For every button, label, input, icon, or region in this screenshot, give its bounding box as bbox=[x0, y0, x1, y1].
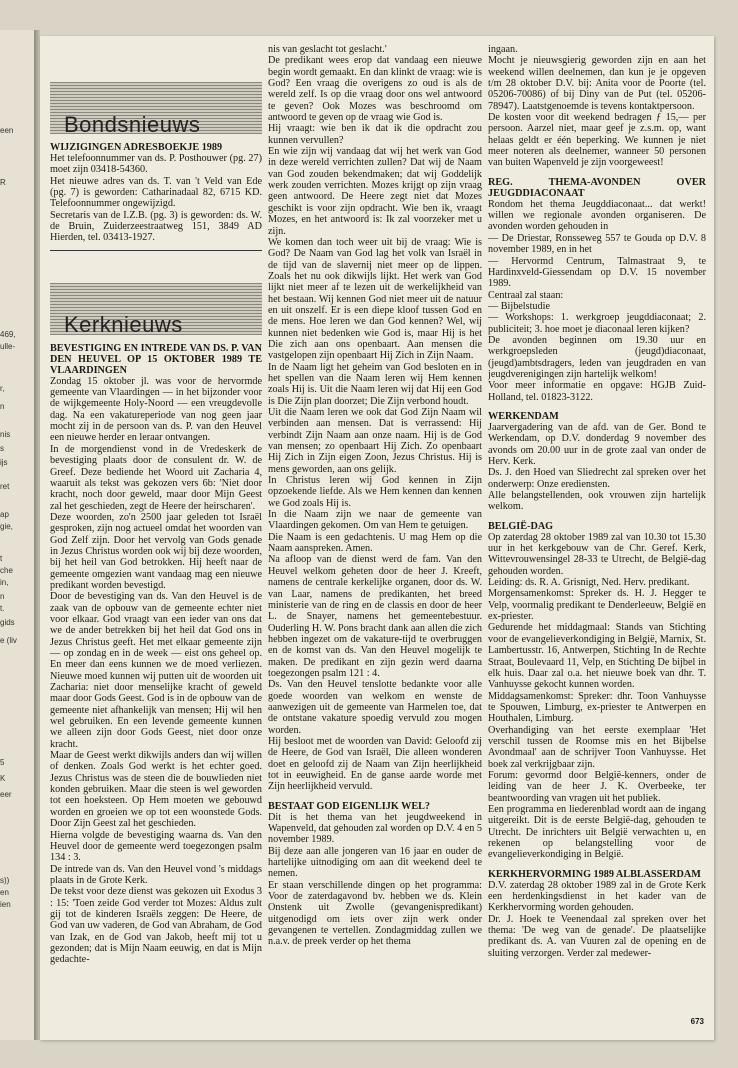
margin-fragment: che bbox=[0, 566, 13, 575]
paragraph: Dr. J. Hoek te Veenendaal zal spreken over het thema: 'De weg van de genade'. De plaatselijke predikant ds. A. van Vuuren zal de opening en de sluiting verzorgen. Verder zal medewer- bbox=[488, 913, 706, 959]
article-heading: WIJZIGINGEN ADRESBOEKJE 1989 bbox=[50, 142, 223, 153]
article-body bbox=[268, 44, 482, 793]
paragraph: De predikant wees erop dat vandaag een nieuwe begin wordt gemaakt. En dan klinkt de vraag: wie is God? Een vraag die overigens zo oud is als de wereld zelf. Is op die vraag door ons wel antwoord te geven? Ook Mozes was beschroomd om antwoord te geven op de vraag wie God is. bbox=[268, 55, 482, 124]
margin-fragment: gids bbox=[0, 618, 15, 627]
article-heading: BESTAAT GOD EIGENLIJK WEL? bbox=[268, 800, 431, 812]
article-heading: BEVESTIGING EN INTREDE VAN DS. P. VAN DEN HEUVEL OP 15 OKTOBER 1989 TE VLAARDINGEN bbox=[50, 342, 262, 376]
article-body bbox=[488, 532, 706, 861]
paragraph: Hij besloot met de woorden van David: Geloofd zij de Heere, de God van Israël, Die alleen wonderen doet en geloofd zij de Naam van Zijn heerlijkheid tot in eeuwigheid. En de ganse aarde worde met Zijn heerlijkheid vervuld. bbox=[268, 735, 482, 793]
margin-fragment: s)) bbox=[0, 876, 10, 885]
paragraph: We komen dan toch weer uit bij de vraag: Wie is God? De Naam van God lag het volk van Israël in de tijd van de slavernij niet meer op de lippen. Zoals het nu ook dikwijls lijkt. Het werk van God lijkt niet meer af te lezen uit de werkelijkheid van het bestaan. Wij kennen God niet meer uit de natuur en uit onszelf. Er is een diepe kloof tussen God en de mens. Hoe leren we dan God kennen? Wel, wij kunnen niet bedenken wie God is, maar Hij is het Die zich aan ons openbaart. Aan mensen die vastgelopen zijn openbaart Hij Zich in Zijn Naam. bbox=[268, 236, 482, 362]
column-1 bbox=[50, 44, 262, 1034]
margin-fragment: ap bbox=[0, 510, 9, 519]
paragraph: — Bijbelstudie bbox=[488, 300, 550, 312]
article-heading: BELGIË-DAG bbox=[488, 520, 554, 532]
margin-fragment: ien bbox=[0, 900, 11, 909]
column-2 bbox=[268, 44, 482, 1034]
paragraph: Maar de Geest werkt dikwijls anders dan wij willen of denken. Zoals God werkt is het echter goed. Jezus Christus was de steen die de bouwlieden niet konden gebruiken. Maar die steen is wel geworden tot een hoeksteen. Op Hem moeten we gebouwd worden en groeien we op tot een woonstede Gods. Door Zijn Geest zal het geschieden. bbox=[50, 750, 262, 830]
article-body bbox=[488, 199, 706, 403]
paragraph: Jaarvergadering van de afd. van de Ger. Bond te Werkendam, op D.V. donderdag 9 november des avonds om 20.00 uur in de grote zaal van onder de Herv. Kerk. bbox=[488, 421, 706, 467]
margin-fragment: ret bbox=[0, 482, 10, 491]
paragraph: Zondag 15 oktober jl. was voor de hervormde gemeente van Vlaardingen — in het bijzonder voor de wijkgemeente Holy-Noord — een vreugdevolle dag. Na een vakatureperiode van nog geen jaar mocht zij in de persoon van ds. P. van den Heuvel een nieuwe herder en leraar ontvangen. bbox=[50, 375, 262, 444]
margin-fragment: r, bbox=[0, 384, 5, 393]
article-body bbox=[488, 880, 706, 959]
margin-fragment: ijs bbox=[0, 458, 8, 467]
margin-fragment: s bbox=[0, 444, 4, 453]
article-body bbox=[268, 812, 482, 948]
paragraph: Mocht je nieuwsgierig geworden zijn en aan het weekend willen deelnemen, dan kun je je opgeven t/m 28 oktober D.V. bij: Anita voor de Poorte (tel. 05206-70086) of bij Diny van de Put (tel. 05206-78947). Laatstgenoemde is tevens kontaktpersoon. bbox=[488, 55, 706, 112]
margin-fragment: t. bbox=[0, 604, 5, 613]
paragraph: Middagsamenkomst: Spreker: dhr. Toon Vanhuysse te Spouwen, Limburg, ex-priester te Antwerpen en Houthalen, Limburg. bbox=[488, 690, 706, 725]
paragraph: Ds. J. den Hoed van Sliedrecht zal spreken over het onderwerp: Onze erediensten. bbox=[488, 467, 706, 490]
margin-fragment: 5 bbox=[0, 758, 5, 767]
paragraph: Die Naam is een gedachtenis. U mag Hem op die Naam aanspreken. Amen. bbox=[268, 531, 482, 555]
paragraph: Deze woorden, zo'n 2500 jaar geleden tot Israël gesproken, zijn nog actueel omdat het woorden van God Zelf zijn. Door het vervolg van Gods genade in Jezus Christus worden ook wij bij deze woorden, bij het heil van God betrokken. Hij heeft naar de gemeente omgezien want vandaag mag een nieuwe predikant worden bevestigd. bbox=[50, 511, 262, 591]
paragraph: Leiding: ds. R. A. Grisnigt, Ned. Herv. predikant. bbox=[488, 577, 690, 589]
margin-fragment: en bbox=[0, 888, 9, 897]
margin-fragment: in, bbox=[0, 578, 9, 587]
paragraph: Overhandiging van het eerste exemplaar 'Het verschil tussen de Roomse mis en het Bijbelse Avondmaal' aan de schrijver Toon Vanhuysse. Het boek zal verkrijgbaar zijn. bbox=[488, 724, 706, 770]
paragraph: De kosten voor dit weekend bedragen ƒ 15,— per persoon. Aarzel niet, maar geef je z.s.m. op, want helaas geldt er één beperking. We kunnen je niet meer noteren als deelnemer, wanneer 50 personen van buiten Wapenveld je zijn voorgeweest! bbox=[488, 112, 706, 169]
page-number: 673 bbox=[690, 1017, 704, 1026]
paragraph: Voor meer informatie en opgave: HGJB Zuid-Holland, tel. 01823-3122. bbox=[488, 380, 706, 403]
paragraph: De avonden beginnen om 19.30 uur en werkgroepsleden (jeugd)diaconaat, (jeugd)ambtsdragers, leden van jeugdraden en van jeugdverenigingen zijn hartelijk welkom! bbox=[488, 334, 706, 380]
paragraph: Na afloop van de dienst werd de fam. Van den Heuvel welkom geheten door de heer J. Kreeft, namens de centrale kerkelijke organen, door ds. W. van Laar, namens de predikanten, het breed ministerie van de ring en de classis en door de heer L. de Snayer, namens het gemeentebestuur. Ouderling H. W. Pons bracht dank aan allen die zich hebben ingezet om de vakature-tijd te overbruggen en de komst van ds. Van den Heuvel mogelijk te maken. De predikant en zijn gezin werd daarna toegezongen psalm 121 : 4. bbox=[268, 554, 482, 679]
article-body bbox=[488, 44, 706, 169]
section-banner-kerknieuws bbox=[50, 283, 262, 338]
paragraph: Centraal zal staan: bbox=[488, 289, 564, 301]
article-heading: WERKENDAM bbox=[488, 410, 559, 422]
paragraph: Alle belangstellenden, ook vrouwen zijn hartelijk welkom. bbox=[488, 490, 706, 513]
paragraph: Bij deze aan alle jongeren van 16 jaar en ouder de hartelijke uitnodiging om aan dit weekend deel te nemen. bbox=[268, 845, 482, 880]
paragraph: Morgensamenkomst: Spreker ds. H. J. Hegger te Velp, voormalig predikant te Denderleeuw, België en ex-priester. bbox=[488, 588, 706, 623]
margin-fragment: ulle- bbox=[0, 342, 16, 351]
paragraph: De intrede van ds. Van den Heuvel vond 's middags plaats in de Grote Kerk. bbox=[50, 863, 262, 886]
section-banner-bondsnieuws bbox=[50, 82, 262, 137]
paragraph: ingaan. bbox=[488, 44, 518, 55]
paragraph: Door de bevestiging van ds. Van den Heuvel is de zaak van de opbouw van de gemeente echter niet voor elkaar. God vraagt van een ieder van ons dat we de ander betrekken bij het heil dat God ons in Jezus Christus geeft. Het met elkaar gemeente zijn — op zondag en in de week — eist ons geheel op. En meer dan eens kunnen we de moed verliezen. Nieuwe moed kunnen wij putten uit de woorden uit Zacharia: niet door menselijke kracht of geweld maar door Gods Geest. God is in de opbouw van de gemeente niet afhankelijk van mensen; Hij wil hen wel gebruiken. En een levende gemeente kunnen we alleen zijn door Gods Geest, niet door onze kracht. bbox=[50, 591, 262, 750]
article-body bbox=[488, 422, 706, 513]
margin-fragment: 469, bbox=[0, 330, 16, 339]
paragraph: Het telefoonnummer van ds. P. Posthouwer (pg. 27) moet zijn 03418-54360. bbox=[50, 153, 262, 176]
paragraph: Een programma en liederenblad wordt aan de ingang uitgereikt. Dit is de eerste België-dag, gehouden te Utrecht. De inrichters uit België verwachten u, en rekenen op belangstelling voor de evangelieverkondiging in België. bbox=[488, 803, 706, 861]
paragraph: Ds. Van den Heuvel tenslotte bedankte voor alle goede woorden van welkom en wenste de aanwezigen uit de gemeente van Harmelen toe, dat de ontstane vakature spoedig vervuld zou mogen worden. bbox=[268, 679, 482, 736]
paragraph: Het nieuwe adres van ds. T. van 't Veld van Ede (pg. 7) is geworden: Catharinadaal 82, 6715 KD. Telefoonnummer ongewijzigd. bbox=[50, 175, 262, 210]
article-heading: REG. THEMA-AVONDEN OVER JEUGDDIACONAAT bbox=[488, 176, 706, 199]
paragraph: Uit die Naam leren we ook dat God Zijn Naam wil verbinden aan mensen. Dat is verrassend: Hij verbindt Zijn Naam aan onze naam. Hij is de God van mensen; zo openbaart Hij Zich. Zo openbaart Hij Zich in Zijn eigen Zoon, Jezus Christus. Hij is mens geworden, aan ons gelijk. bbox=[268, 407, 482, 475]
paragraph: Dit is het thema van het jeugdweekend in Wapenveld, dat gehouden zal worden op D.V. 4 en 5 november 1989. bbox=[268, 811, 482, 846]
margin-fragment: R bbox=[0, 178, 6, 187]
article-heading: KERKHERVORMING 1989 ALBLASSERDAM bbox=[488, 868, 701, 880]
margin-fragment: K bbox=[0, 774, 6, 783]
column-3 bbox=[488, 44, 706, 1034]
paragraph: — Hervormd Centrum, Talmastraat 9, te Hardinxveld-Giessendam op D.V. 15 november 1989. bbox=[488, 255, 706, 290]
margin-fragment: eer bbox=[0, 790, 12, 799]
paragraph: De tekst voor deze dienst was gekozen uit Exodus 3 : 15: 'Toen zeide God verder tot Mozes: Aldus zult gij tot de kinderen Israëls zeggen: De Heere, de God van uw vaderen, de God van Abraham, de God van Izak, en de God van Jakob, heeft mij tot u gezonden; dat is Mijn Naam eeuwig, en dat is Mijn gedachte- bbox=[50, 886, 262, 966]
margin-fragment: n bbox=[0, 402, 5, 411]
paragraph: D.V. zaterdag 28 oktober 1989 zal in de Grote Kerk een herdenkingsdienst in het kader van de Kerkhervorming worden gehouden. bbox=[488, 879, 706, 914]
paragraph: Secretaris van de I.Z.B. (pg. 3) is geworden: ds. W. de Bruin, Zuiderzeestraatweg 151, 3849 AD Hierden, tel. 03413-1927. bbox=[50, 209, 262, 244]
paragraph: In de morgendienst vond in de Vredeskerk de bevestiging plaats door de consulent dr. W. de Greef. Deze bediende het Woord uit Zacharia 4, waaruit als tekst was gekozen vers 6b: 'Niet door kracht, noch door geweld, maar door Mijn Geest zal het geschieden, zegt de Heere der heirscharen'. bbox=[50, 443, 262, 512]
section-title: Kerknieuws bbox=[64, 312, 183, 338]
paragraph: — De Driestar, Ronsseweg 557 te Gouda op D.V. 8 november 1989, en in het bbox=[488, 232, 706, 256]
previous-page-edge bbox=[0, 30, 35, 1040]
article-body bbox=[50, 153, 262, 244]
paragraph: Rondom het thema Jeugddiaconaat... dat werkt! willen we regionale avonden organiseren. De avonden worden gehouden in bbox=[488, 198, 706, 233]
paragraph: Forum: gevormd door België-kenners, onder de leiding van de heer J. K. Overbeeke, ter beantwoording van vragen uit het publiek. bbox=[488, 769, 706, 804]
margin-fragment: gie, bbox=[0, 522, 13, 531]
margin-fragment: nis bbox=[0, 430, 11, 439]
paragraph: Op zaterdag 28 oktober 1989 zal van 10.30 tot 15.30 uur in het kerkgebouw van de Chr. Geref. Kerk, Wittevrouwensingel 28-33 te Utrecht, de België-dag gehouden worden. bbox=[488, 531, 706, 577]
paragraph: Hij vraagt: wie ben ik dat ik die opdracht zou kunnen vervullen? bbox=[268, 123, 482, 146]
margin-fragment: n bbox=[0, 592, 5, 601]
paragraph: Hierna volgde de bevestiging waarna ds. Van den Heuvel door de gemeente werd toegezongen psalm 134 : 3. bbox=[50, 829, 262, 864]
paragraph: In Christus leren wij God kennen in Zijn opzoekende liefde. Als we Hem kennen dan kennen we God zoals Hij is. bbox=[268, 475, 482, 509]
paragraph: nis van geslacht tot geslacht.' bbox=[268, 44, 387, 55]
margin-fragment: een bbox=[0, 126, 14, 135]
paragraph: — Workshops: 1. werkgroep jeugddiaconaat; 2. publiciteit; 3. hoe moet je diaconaal leren kijken? bbox=[488, 312, 706, 335]
paragraph: In die Naam zijn we naar de gemeente van Vlaardingen gekomen. Om van Hem te getuigen. bbox=[268, 509, 482, 532]
divider bbox=[50, 250, 262, 251]
margin-fragment: e (liv bbox=[0, 636, 17, 645]
section-title: Bondsnieuws bbox=[64, 111, 201, 137]
paragraph: In de Naam ligt het geheim van God besloten en in het spellen van die Naam leren wij Hem kennen zoals Hij is. Uit die Naam leren wij dat Hij een God is Die Zijn plan doorzet; Die Zijn verbond houdt. bbox=[268, 361, 482, 407]
margin-fragment: t bbox=[0, 554, 3, 563]
paragraph: Gedurende het middagmaal: Stands van Stichting voor de evangelieverkondiging in België, Marnix, St. Lambertusstr. 16, Antwerpen, Stichting In de Rechte Straat, Boulevaard 11, Velp, en Stichting De bijbel in elk huis. Daar zal o.a. het nieuwe boek van dhr. T. Vanhuysse gekocht kunnen worden. bbox=[488, 622, 706, 691]
paragraph: Er staan verschillende dingen op het programma: Voor de zaterdagavond bv. hebben we ds. Klein Onstenk uit Zwolle (gevangenispredikant) uitgenodigd om iets over zijn werk onder gevangenen te vertellen. Zondagmiddag zullen we n.a.v. de preek verder op het thema bbox=[268, 879, 482, 948]
paragraph: En wie zijn wij vandaag dat wij het werk van God in deze wereld verrichten zullen? Dat wij de Naam van God zouden bekendmaken; dat wij Goddelijk werk zouden verrichten. Mozes krijgt op zijn vraag geen antwoord. De Heere zegt niet dat Mozes geschikt is voor zijn opdracht. Wie ben ik, vraagt Mozes, en het antwoord is: Ik zal voorzeker met u zijn. bbox=[268, 146, 482, 237]
article-body bbox=[50, 376, 262, 966]
magazine-page bbox=[40, 36, 714, 1040]
